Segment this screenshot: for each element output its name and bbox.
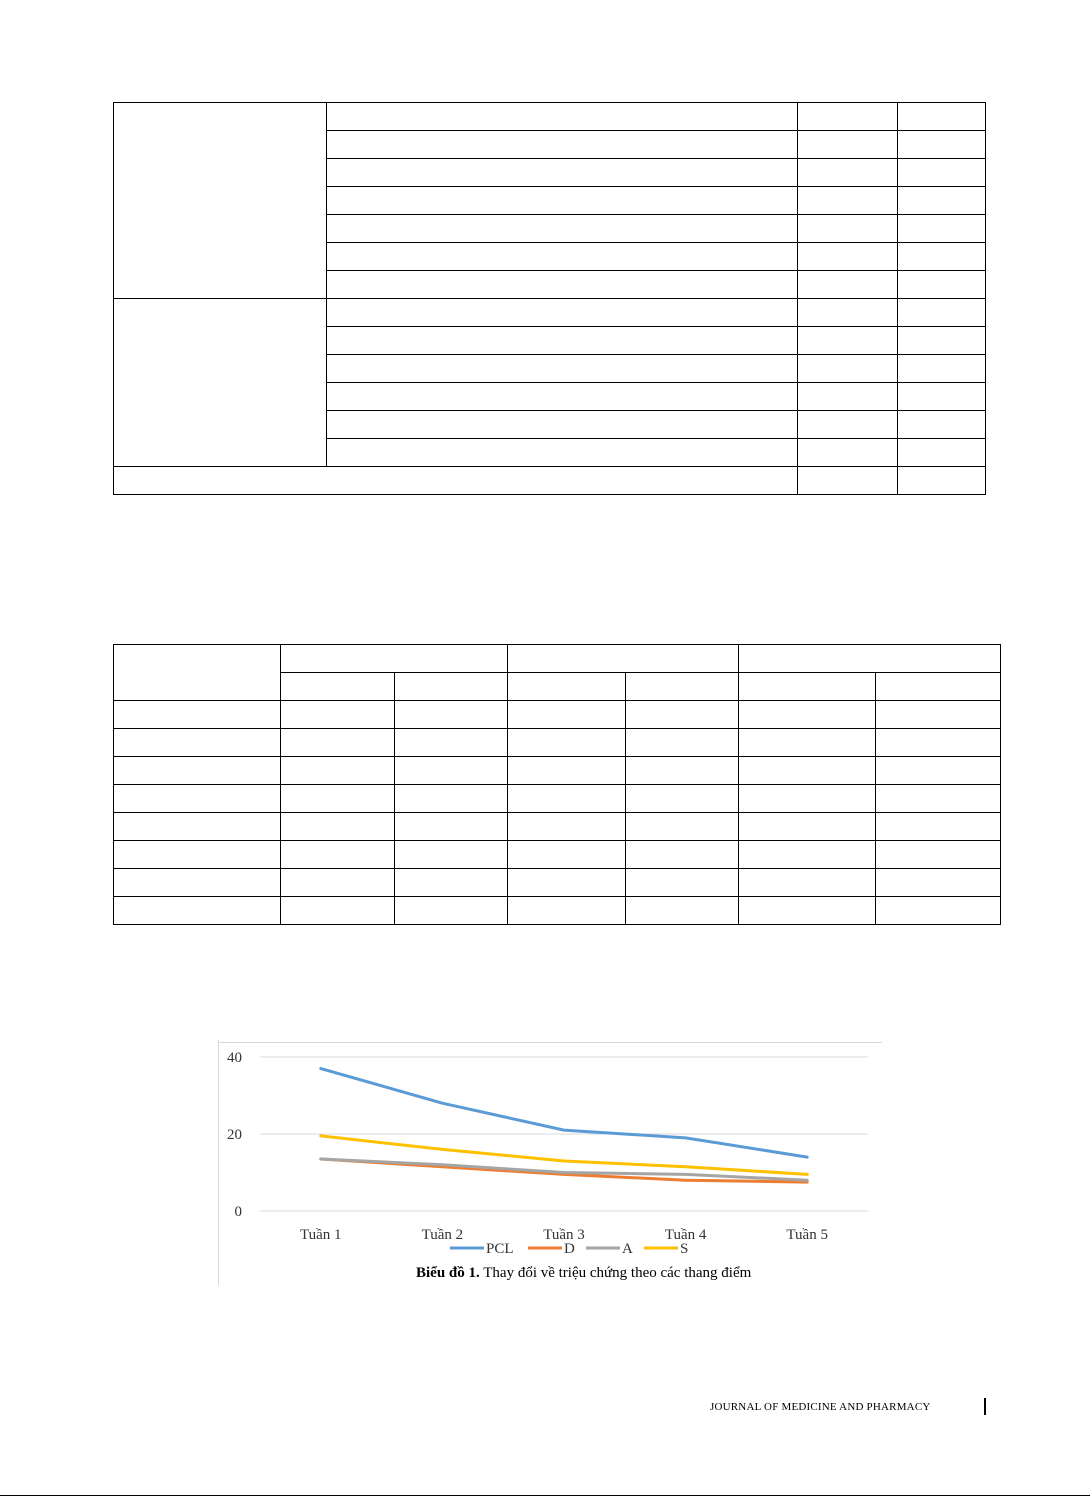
footer-divider [984, 1398, 986, 1415]
header-cell [114, 645, 281, 701]
table-cell [876, 813, 1001, 841]
table-row [114, 103, 986, 131]
table-cell [507, 841, 626, 869]
header-cell [876, 673, 1001, 701]
table-cell [114, 785, 281, 813]
table-cell [280, 869, 394, 897]
table-cell [876, 729, 1001, 757]
table-cell [739, 869, 876, 897]
table-row [114, 729, 1001, 757]
table-cell [898, 439, 986, 467]
header-cell [280, 645, 507, 673]
table-cell [898, 411, 986, 439]
table-cell [798, 187, 898, 215]
table-cell [507, 785, 626, 813]
table-cell [326, 411, 797, 439]
x-tick-label: Tuần 5 [786, 1227, 828, 1243]
footer-journal-name: JOURNAL OF MEDICINE AND PHARMACY [710, 1401, 931, 1413]
table-cell [798, 271, 898, 299]
table-cell [326, 187, 797, 215]
x-tick-label: Tuần 2 [421, 1227, 464, 1243]
table-cell [394, 701, 507, 729]
table-cell [739, 757, 876, 785]
table-cell [798, 103, 898, 131]
table-cell [114, 869, 281, 897]
table-cell [798, 215, 898, 243]
table-cell [326, 383, 797, 411]
table-cell [394, 785, 507, 813]
table-cell [326, 243, 797, 271]
table-cell [394, 813, 507, 841]
table-cell [626, 785, 739, 813]
table-row [114, 757, 1001, 785]
legend-label: A [622, 1241, 633, 1257]
table-cell [898, 103, 986, 131]
y-tick-label: 0 [234, 1204, 242, 1220]
table-row [114, 897, 1001, 925]
table-cell [798, 299, 898, 327]
table-cell [280, 701, 394, 729]
table-cell [739, 701, 876, 729]
table-cell [876, 757, 1001, 785]
y-tick-label: 40 [227, 1050, 242, 1066]
table-cell [326, 103, 797, 131]
header-cell [507, 673, 626, 701]
table-cell [739, 785, 876, 813]
legend-label: PCL [486, 1241, 514, 1257]
line-chart [218, 1040, 882, 1285]
table-cell [326, 355, 797, 383]
table-cell [798, 411, 898, 439]
page-bottom-rule [0, 1495, 1090, 1496]
table-cell [798, 383, 898, 411]
table-row [114, 299, 986, 327]
table-cell [114, 701, 281, 729]
chart-figure [218, 1040, 882, 1285]
table-cell [394, 897, 507, 925]
header-cell [507, 645, 739, 673]
table-cell [114, 897, 281, 925]
header-cell [739, 673, 876, 701]
table-1 [113, 102, 986, 495]
figure-caption [416, 1265, 752, 1281]
table-cell [798, 131, 898, 159]
table-cell [280, 841, 394, 869]
table-cell [114, 729, 281, 757]
table-cell [507, 813, 626, 841]
table-cell [326, 215, 797, 243]
table-cell [798, 159, 898, 187]
table-cell [280, 897, 394, 925]
table-cell [739, 729, 876, 757]
x-tick-label: Tuần 4 [664, 1227, 707, 1243]
table-cell [507, 729, 626, 757]
table-cell [876, 841, 1001, 869]
table-cell [898, 187, 986, 215]
table-2 [113, 644, 1001, 925]
table-cell [114, 841, 281, 869]
table-cell [626, 701, 739, 729]
table-cell [394, 729, 507, 757]
table-cell [626, 869, 739, 897]
table-cell [798, 327, 898, 355]
table-cell [326, 131, 797, 159]
table-cell [798, 467, 898, 495]
table-cell [394, 757, 507, 785]
figure-caption-text: Thay đổi về triệu chứng theo các thang điểm [479, 1265, 752, 1281]
table-cell [626, 813, 739, 841]
legend-label: D [564, 1241, 575, 1257]
table-header-row [114, 645, 1001, 673]
table-cell [876, 869, 1001, 897]
figure-caption-number: Biểu đồ 1. [416, 1265, 480, 1281]
series-line-s [321, 1136, 807, 1175]
table-cell [739, 841, 876, 869]
table-cell [626, 897, 739, 925]
header-cell [626, 673, 739, 701]
table-cell [114, 757, 281, 785]
table-cell [876, 701, 1001, 729]
table-cell [626, 729, 739, 757]
table-cell [739, 897, 876, 925]
table-cell [898, 383, 986, 411]
legend-label: S [680, 1241, 689, 1257]
table-cell [739, 813, 876, 841]
table-row [114, 785, 1001, 813]
table-cell [280, 757, 394, 785]
table-cell [898, 243, 986, 271]
table-row [114, 869, 1001, 897]
table-row [114, 813, 1001, 841]
table-cell [898, 271, 986, 299]
table-cell [280, 785, 394, 813]
table-cell [798, 243, 898, 271]
table-cell [898, 467, 986, 495]
table-cell [507, 897, 626, 925]
table-cell [326, 327, 797, 355]
header-cell [394, 673, 507, 701]
table-cell [626, 841, 739, 869]
header-cell [280, 673, 394, 701]
x-tick-label: Tuần 1 [300, 1227, 342, 1243]
table-cell [876, 897, 1001, 925]
total-cell [114, 467, 798, 495]
table-cell [798, 355, 898, 383]
table-cell [876, 785, 1001, 813]
table-cell [394, 869, 507, 897]
table-cell [898, 159, 986, 187]
table-row [114, 701, 1001, 729]
x-tick-label: Tuần 3 [543, 1227, 585, 1243]
header-cell [739, 645, 1001, 673]
table-cell [898, 355, 986, 383]
table-cell [114, 813, 281, 841]
table-cell [898, 299, 986, 327]
table-row [114, 841, 1001, 869]
table-cell [898, 327, 986, 355]
group-cell [114, 299, 327, 467]
table-cell [280, 729, 394, 757]
table-cell [898, 215, 986, 243]
table-cell [326, 271, 797, 299]
table-cell [507, 757, 626, 785]
table-cell [326, 159, 797, 187]
table-cell [626, 757, 739, 785]
table-cell [394, 841, 507, 869]
y-tick-label: 20 [227, 1127, 242, 1143]
table-row [114, 467, 986, 495]
table-cell [898, 131, 986, 159]
table-cell [280, 813, 394, 841]
table-cell [507, 701, 626, 729]
table-cell [507, 869, 626, 897]
table-cell [326, 299, 797, 327]
table-cell [326, 439, 797, 467]
table-cell [798, 439, 898, 467]
group-cell [114, 103, 327, 299]
